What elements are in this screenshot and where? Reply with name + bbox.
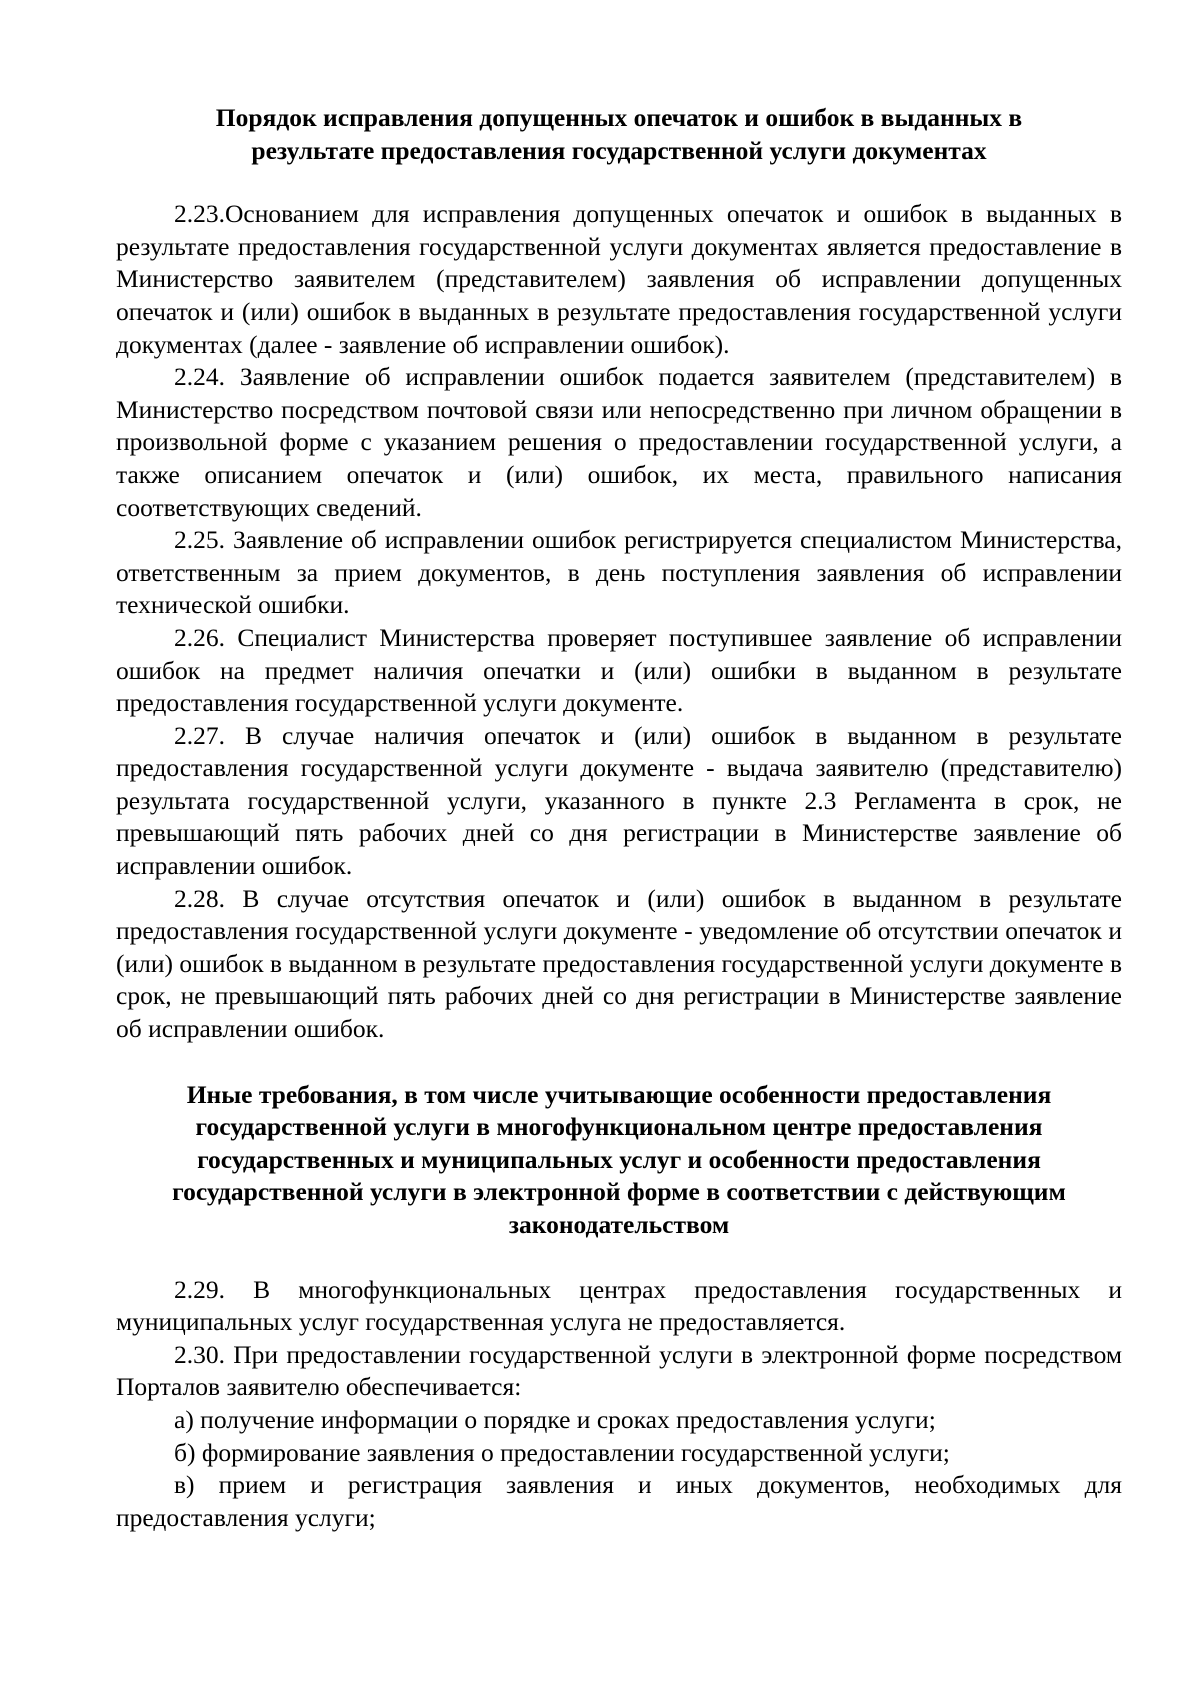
document-page <box>116 102 1122 1534</box>
list-item-a: а) получение информации о порядке и сроках предоставления услуги; <box>174 1404 936 1434</box>
list-item-b: б) формирование заявления о предоставлении государственной услуги; <box>174 1437 950 1467</box>
paragraph-2-23: 2.23.Основанием для исправления допущенных опечаток и ошибок в выданных в результате предоставления государственной услуги документах является предоставление в Министерство заявителем (представителем) заявления об исправлении допущенных опечаток и (или) ошибок в выданных в результате предоставления государственной услуги документах (далее - заявление об исправлении ошибок). <box>116 199 1122 359</box>
paragraph-2-26: 2.26. Специалист Министерства проверяет поступившее заявление об исправлении ошибок на предмет наличия опечатки и (или) ошибки в выданном в результате предоставления государственной услуги документе. <box>116 622 1122 718</box>
paragraph-2-29: 2.29. В многофункциональных центрах предоставления государственных и муниципальных услуг государственная услуга не предоставляется. <box>116 1274 1122 1337</box>
paragraph-2-25: 2.25. Заявление об исправлении ошибок регистрируется специалистом Министерства, ответственным за прием документов, в день поступления заявления об исправлении технической ошибки. <box>116 525 1122 620</box>
section-heading-other-requirements: Иные требования, в том числе учитывающие особенности предоставления государственной услуги в многофункциональном центре предоставления государственных и муниципальных услуг и особенности предоставления государственной услуги в электронной форме в соответствии с действующим законодательством <box>172 1079 1066 1239</box>
paragraph-2-30: 2.30. При предоставлении государственной услуги в электронной форме посредством Порталов заявителю обеспечивается: <box>116 1339 1122 1402</box>
paragraph-2-27: 2.27. В случае наличия опечаток и (или) ошибок в выданном в результате предоставления государственной услуги документе - выдача заявителю (представителю) результата государственной услуги, указанного в пункте 2.3 Регламента в срок, не превышающий пять рабочих дней со дня регистрации в Министерстве заявление об исправлении ошибок. <box>116 720 1122 881</box>
list-item-v: в) прием и регистрация заявления и иных документов, необходимых для предоставления услуги; <box>116 1470 1122 1532</box>
section-heading-corrections: Порядок исправления допущенных опечаток и ошибок в выданных в результате предоставления государственной услуги документах <box>215 103 1023 165</box>
paragraph-2-24: 2.24. Заявление об исправлении ошибок подается заявителем (представителем) в Министерство посредством почтовой связи или непосредственно при личном обращении в произвольной форме с указанием решения о предоставлении государственной услуги, а также описанием опечаток и (или) ошибок, их места, правильного написания соответствующих сведений. <box>116 362 1122 522</box>
paragraph-2-28: 2.28. В случае отсутствия опечаток и (или) ошибок в выданном в результате предоставления государственной услуги документе - уведомление об отсутствии опечаток и (или) ошибок в выданном в результате предоставления государственной услуги документе в срок, не превышающий пять рабочих дней со дня регистрации в Министерстве заявление об исправлении ошибок. <box>116 883 1122 1044</box>
